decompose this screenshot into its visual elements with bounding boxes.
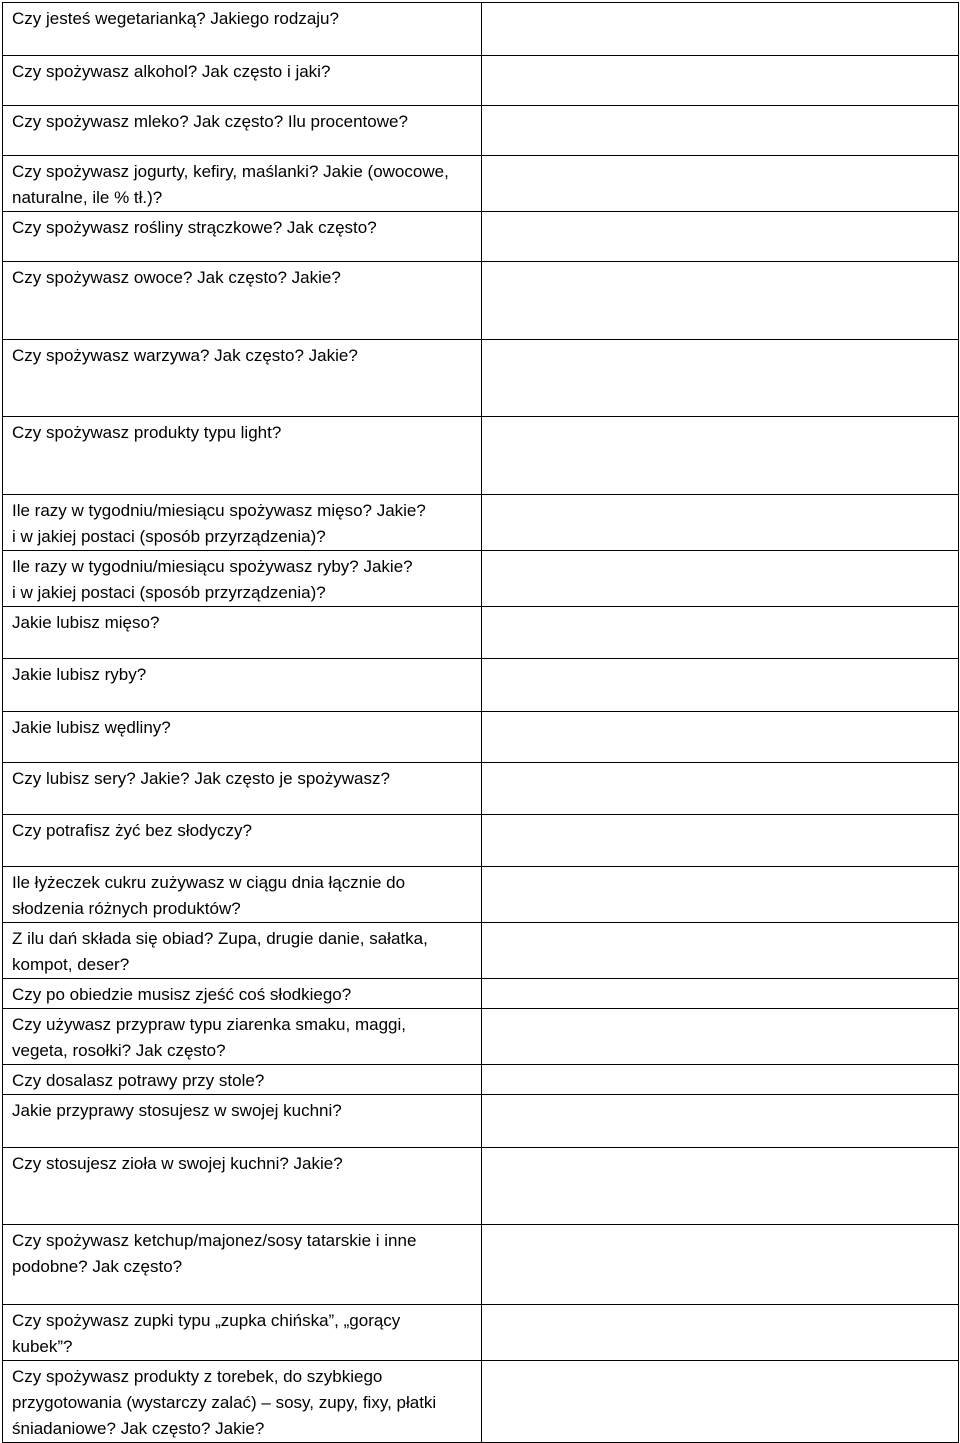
question-row: [3, 1361, 959, 1443]
question-row: [3, 340, 959, 417]
question-cell: [3, 3, 482, 56]
question-text: Czy po obiedzie musisz zjeść coś słodkiego?: [12, 985, 352, 1004]
question-cell: [3, 607, 482, 659]
question-row: [3, 1009, 959, 1065]
question-text: Czy potrafisz żyć bez słodyczy?: [12, 821, 252, 840]
question-text: Jakie przyprawy stosujesz w swojej kuchni?: [12, 1101, 342, 1120]
question-cell: [3, 1225, 482, 1305]
question-cell: [3, 1095, 482, 1148]
question-text: Czy spożywasz jogurty, kefiry, maślanki? Jakie (owocowe,: [12, 162, 449, 181]
question-row: [3, 867, 959, 923]
question-text: Czy spożywasz produkty typu light?: [12, 423, 282, 442]
question-text: Czy spożywasz mleko? Jak często? Ilu procentowe?: [12, 112, 408, 131]
question-text: śniadaniowe? Jak często? Jakie?: [12, 1419, 265, 1438]
question-text: Czy spożywasz warzywa? Jak często? Jakie?: [12, 346, 358, 365]
question-text: słodzenia różnych produktów?: [12, 899, 241, 918]
answer-cell[interactable]: [482, 156, 959, 212]
question-cell: [3, 763, 482, 815]
answer-cell[interactable]: [482, 1305, 959, 1361]
question-text: vegeta, rosołki? Jak często?: [12, 1041, 226, 1060]
question-cell: [3, 156, 482, 212]
question-cell: [3, 712, 482, 763]
question-text: Ile razy w tygodniu/miesiącu spożywasz mięso? Jakie?: [12, 501, 426, 520]
question-cell: [3, 1009, 482, 1065]
question-cell: [3, 1305, 482, 1361]
question-text: Czy spożywasz rośliny strączkowe? Jak często?: [12, 218, 377, 237]
answer-cell[interactable]: [482, 417, 959, 495]
question-cell: [3, 56, 482, 106]
question-text: Czy spożywasz alkohol? Jak często i jaki?: [12, 62, 331, 81]
question-text: Czy dosalasz potrawy przy stole?: [12, 1071, 265, 1090]
question-row: [3, 551, 959, 607]
answer-cell[interactable]: [482, 212, 959, 262]
question-row: [3, 212, 959, 262]
answer-cell[interactable]: [482, 1148, 959, 1225]
answer-cell[interactable]: [482, 1095, 959, 1148]
question-text: Czy spożywasz produkty z torebek, do szybkiego: [12, 1367, 383, 1386]
question-cell: [3, 815, 482, 867]
answer-cell[interactable]: [482, 340, 959, 417]
question-text: kubek”?: [12, 1337, 73, 1356]
question-cell: [3, 867, 482, 923]
question-text: przygotowania (wystarczy zalać) – sosy, zupy, fixy, płatki: [12, 1393, 437, 1412]
answer-cell[interactable]: [482, 815, 959, 867]
question-text: Czy stosujesz zioła w swojej kuchni? Jakie?: [12, 1154, 343, 1173]
question-text: i w jakiej postaci (sposób przyrządzenia)?: [12, 583, 326, 602]
answer-cell[interactable]: [482, 1009, 959, 1065]
question-cell: [3, 979, 482, 1009]
answer-cell[interactable]: [482, 495, 959, 551]
question-row: [3, 3, 959, 56]
question-row: [3, 1305, 959, 1361]
question-text: naturalne, ile % tł.)?: [12, 188, 163, 207]
answer-cell[interactable]: [482, 763, 959, 815]
question-text: Ile łyżeczek cukru zużywasz w ciągu dnia łącznie do: [12, 873, 406, 892]
question-row: [3, 262, 959, 340]
question-text: kompot, deser?: [12, 955, 130, 974]
answer-cell[interactable]: [482, 262, 959, 340]
question-cell: [3, 212, 482, 262]
answer-cell[interactable]: [482, 607, 959, 659]
answer-cell[interactable]: [482, 923, 959, 979]
question-row: [3, 659, 959, 712]
question-cell: [3, 262, 482, 340]
question-row: [3, 979, 959, 1009]
answer-cell[interactable]: [482, 551, 959, 607]
question-text: Czy spożywasz owoce? Jak często? Jakie?: [12, 268, 341, 287]
question-text: Jakie lubisz mięso?: [12, 613, 160, 632]
question-row: [3, 712, 959, 763]
answer-cell[interactable]: [482, 979, 959, 1009]
question-cell: [3, 417, 482, 495]
question-row: [3, 417, 959, 495]
answer-cell[interactable]: [482, 867, 959, 923]
answer-cell[interactable]: [482, 3, 959, 56]
question-text: Czy jesteś wegetarianką? Jakiego rodzaju?: [12, 9, 339, 28]
question-text: Z ilu dań składa się obiad? Zupa, drugie danie, sałatka,: [12, 929, 428, 948]
question-row: [3, 607, 959, 659]
question-text: Czy spożywasz zupki typu „zupka chińska”, „gorący: [12, 1311, 401, 1330]
question-text: Czy używasz przypraw typu ziarenka smaku, maggi,: [12, 1015, 406, 1034]
question-row: [3, 763, 959, 815]
question-text: Ile razy w tygodniu/miesiącu spożywasz ryby? Jakie?: [12, 557, 413, 576]
question-cell: [3, 1361, 482, 1443]
question-row: [3, 495, 959, 551]
question-cell: [3, 551, 482, 607]
answer-cell[interactable]: [482, 56, 959, 106]
question-cell: [3, 659, 482, 712]
answer-cell[interactable]: [482, 1361, 959, 1443]
question-cell: [3, 340, 482, 417]
question-row: [3, 56, 959, 106]
answer-cell[interactable]: [482, 712, 959, 763]
question-row: [3, 1225, 959, 1305]
question-text: Czy lubisz sery? Jakie? Jak często je spożywasz?: [12, 769, 390, 788]
question-text: i w jakiej postaci (sposób przyrządzenia)?: [12, 527, 326, 546]
question-row: [3, 1065, 959, 1095]
question-cell: [3, 1065, 482, 1095]
question-cell: [3, 495, 482, 551]
question-cell: [3, 106, 482, 156]
question-text: Jakie lubisz wędliny?: [12, 718, 171, 737]
questionnaire-body: [3, 3, 959, 1443]
question-row: [3, 1148, 959, 1225]
question-row: [3, 1095, 959, 1148]
answer-cell[interactable]: [482, 1225, 959, 1305]
question-cell: [3, 923, 482, 979]
question-text: podobne? Jak często?: [12, 1257, 183, 1276]
question-row: [3, 106, 959, 156]
question-row: [3, 815, 959, 867]
answer-cell[interactable]: [482, 106, 959, 156]
questionnaire-table: [2, 2, 959, 1443]
answer-cell[interactable]: [482, 1065, 959, 1095]
question-text: Jakie lubisz ryby?: [12, 665, 147, 684]
answer-cell[interactable]: [482, 659, 959, 712]
question-row: [3, 156, 959, 212]
question-text: Czy spożywasz ketchup/majonez/sosy tatarskie i inne: [12, 1231, 417, 1250]
question-cell: [3, 1148, 482, 1225]
question-row: [3, 923, 959, 979]
